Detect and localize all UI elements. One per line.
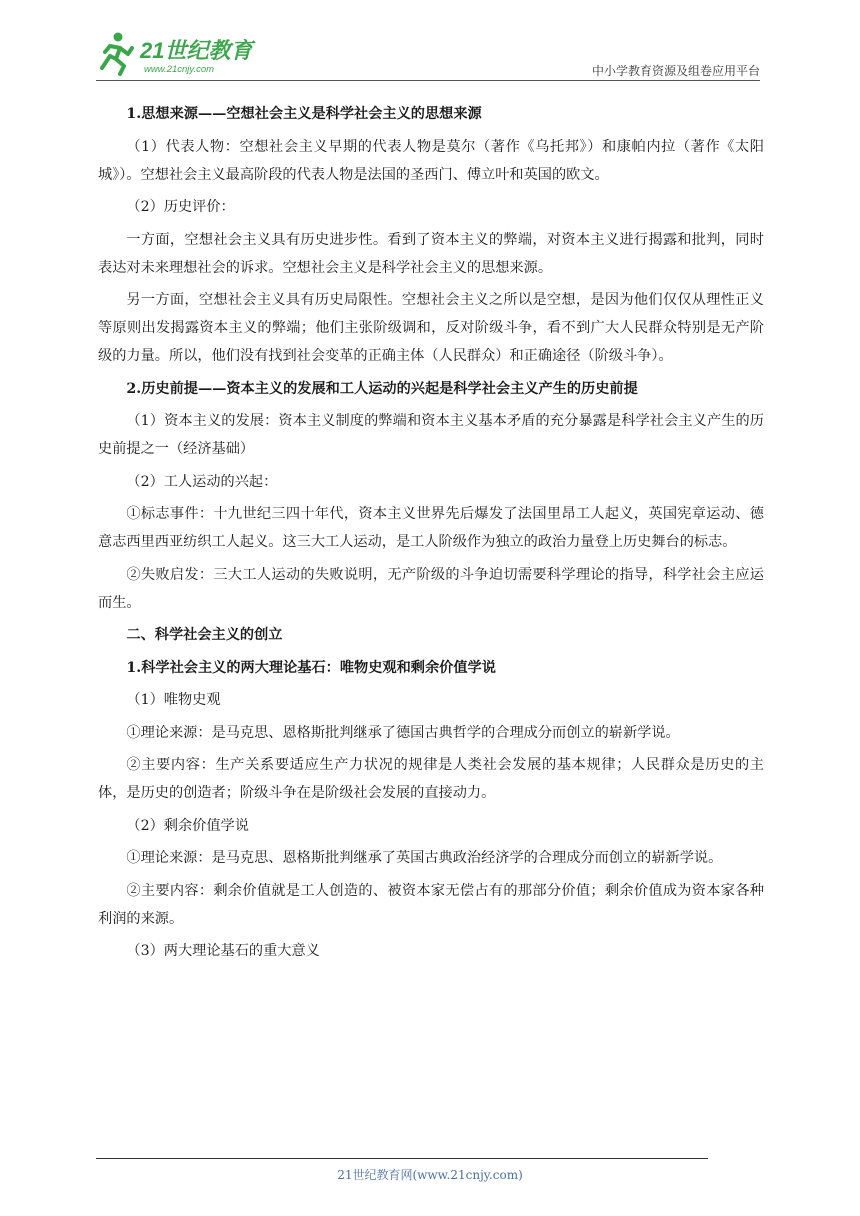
paragraph: （1）资本主义的发展：资本主义制度的弊端和资本主义基本矛盾的充分暴露是科学社会主义产生的历史前提之一（经济基础）: [98, 413, 764, 457]
paragraph: ①标志事件：十九世纪三四十年代，资本主义世界先后爆发了法国里昂工人起义，英国宪章运动、德意志西里西亚纺织工人起义。这三大工人运动，是工人阶级作为独立的政治力量登上历史舞台的标志。: [98, 506, 764, 550]
logo-text: 21世纪教育: [140, 38, 253, 63]
heading-thought-source: 1.思想来源——空想社会主义是科学社会主义的思想来源: [126, 106, 482, 122]
platform-title: 中小学教育资源及组卷应用平台: [591, 64, 760, 78]
paragraph: （2）剩余价值学说: [126, 817, 249, 834]
paragraph: （2）工人运动的兴起：: [126, 473, 278, 490]
document-body: [98, 100, 764, 970]
paragraph: （1）代表人物：空想社会主义早期的代表人物是莫尔（著作《乌托邦》）和康帕内拉（著作《太阳城》）。空想社会主义最高阶段的代表人物是法国的圣西门、傅立叶和英国的欧文。: [98, 138, 764, 183]
logo-url: www.21cnjy.com: [144, 64, 215, 75]
paragraph: ②主要内容：生产关系要适应生产力状况的规律是人类社会发展的基本规律；人民群众是历史的主体，是历史的创造者；阶级斗争在是阶级社会发展的直接动力。: [98, 757, 764, 801]
runner-logo-icon: [96, 28, 266, 76]
paragraph: ②主要内容：剩余价值就是工人创造的、被资本家无偿占有的那部分价值；剩余价值成为资本家各种利润的来源。: [98, 882, 764, 927]
paragraph: （2）历史评价：: [126, 199, 235, 215]
paragraph: 一方面，空想社会主义具有历史进步性。看到了资本主义的弊端，对资本主义进行揭露和批判，同时表达对未来理想社会的诉求。空想社会主义是科学社会主义的思想来源。: [98, 231, 764, 276]
paragraph: 另一方面，空想社会主义具有历史局限性。空想社会主义之所以是空想，是因为他们仅仅从理性正义等原则出发揭露资本主义的弊端；他们主张阶级调和，反对阶级斗争，看不到广大人民群众特别是无产阶级的力量。所以，他们没有找到社会变革的正确主体（人民群众）和正确途径（阶级斗争）。: [98, 292, 764, 364]
paragraph: （3）两大理论基石的重大意义: [126, 943, 320, 959]
paragraph: ①理论来源：是马克思、恩格斯批判继承了德国古典哲学的合理成分而创立的崭新学说。: [126, 724, 680, 741]
heading-historical-premise: 2.历史前提——资本主义的发展和工人运动的兴起是科学社会主义产生的历史前提: [126, 380, 638, 397]
paragraph: （1）唯物史观: [126, 692, 221, 708]
paragraph: ①理论来源：是马克思、恩格斯批判继承了英国古典政治经济学的合理成分而创立的崭新学说。: [126, 850, 723, 866]
heading-two-foundations: 1.科学社会主义的两大理论基石：唯物史观和剩余价值学说: [126, 659, 496, 676]
paragraph: ②失败启发：三大工人运动的失败说明，无产阶级的斗争迫切需要科学理论的指导，科学社会主应运而生。: [98, 566, 764, 611]
footer-divider: [96, 1158, 708, 1159]
section-heading: 二、科学社会主义的创立: [126, 627, 283, 643]
page-header: [96, 22, 760, 80]
footer-link[interactable]: 21世纪教育网(www.21cnjy.com): [337, 1168, 523, 1182]
header-divider: [96, 80, 760, 81]
site-logo[interactable]: [96, 28, 266, 76]
